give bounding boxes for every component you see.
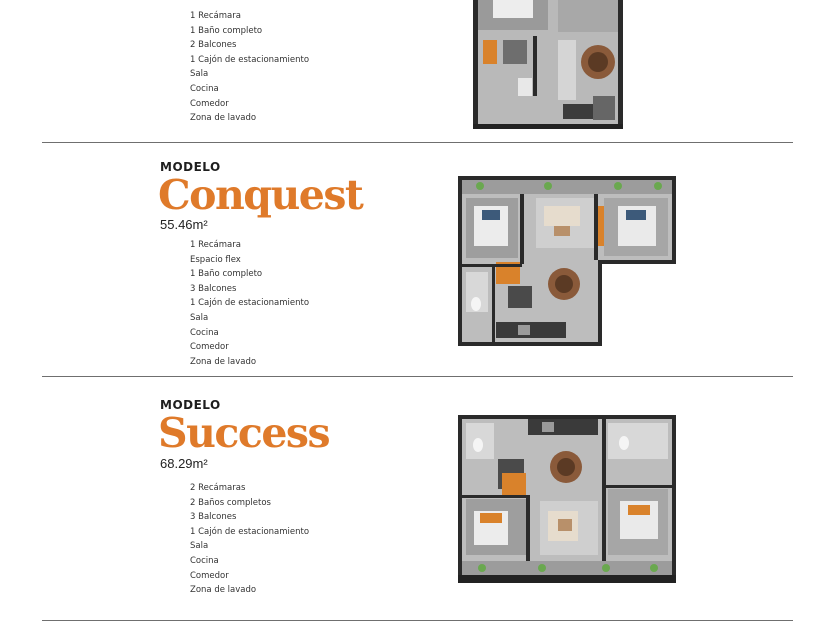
model-success-features — [190, 481, 309, 598]
feature-item: Espacio flex — [190, 254, 241, 265]
feature-item: Zona de lavado — [190, 113, 257, 124]
feature-item: Sala — [190, 312, 209, 323]
feature-item: 3 Balcones — [190, 512, 237, 523]
model-top-section — [0, 0, 840, 143]
feature-item: 2 Recámaras — [190, 483, 246, 493]
feature-item: Sala — [190, 69, 209, 80]
feature-item: 1 Recámara — [190, 11, 241, 21]
floor-plan-image — [458, 176, 676, 346]
feature-item: Zona de lavado — [190, 356, 257, 367]
feature-item: 1 Recámara — [190, 240, 241, 250]
feature-item: 1 Baño completo — [190, 269, 263, 280]
feature-item: 2 Balcones — [190, 40, 237, 51]
model-name: Success — [158, 409, 330, 457]
feature-item: Sala — [190, 541, 209, 552]
feature-item: 1 Baño completo — [190, 25, 263, 36]
feature-item: Cocina — [190, 83, 219, 94]
feature-item: Cocina — [190, 327, 219, 338]
model-conquest-features — [190, 238, 309, 369]
feature-item: Comedor — [190, 570, 229, 581]
feature-item: Cocina — [190, 555, 219, 566]
feature-item: Zona de lavado — [190, 585, 257, 596]
floor-plan-image — [458, 415, 676, 583]
model-kicker: MODELO — [160, 398, 221, 412]
feature-item: 3 Balcones — [190, 283, 237, 294]
feature-item: 1 Cajón de estacionamiento — [190, 526, 310, 537]
section-divider — [42, 620, 793, 621]
model-area: 55.46m² — [160, 217, 208, 232]
model-kicker: MODELO — [160, 160, 221, 174]
model-success-section — [0, 377, 840, 630]
feature-item: Comedor — [190, 98, 229, 109]
model-name: Conquest — [158, 171, 363, 219]
model-top-features — [190, 9, 309, 126]
feature-item: 1 Cajón de estacionamiento — [190, 54, 310, 65]
model-area: 68.29m² — [160, 456, 208, 471]
feature-item: 2 Baños completos — [190, 497, 271, 508]
model-conquest-section — [0, 143, 840, 377]
feature-item: Comedor — [190, 342, 229, 353]
floor-plan-image — [473, 0, 623, 129]
feature-item: 1 Cajón de estacionamiento — [190, 298, 310, 309]
